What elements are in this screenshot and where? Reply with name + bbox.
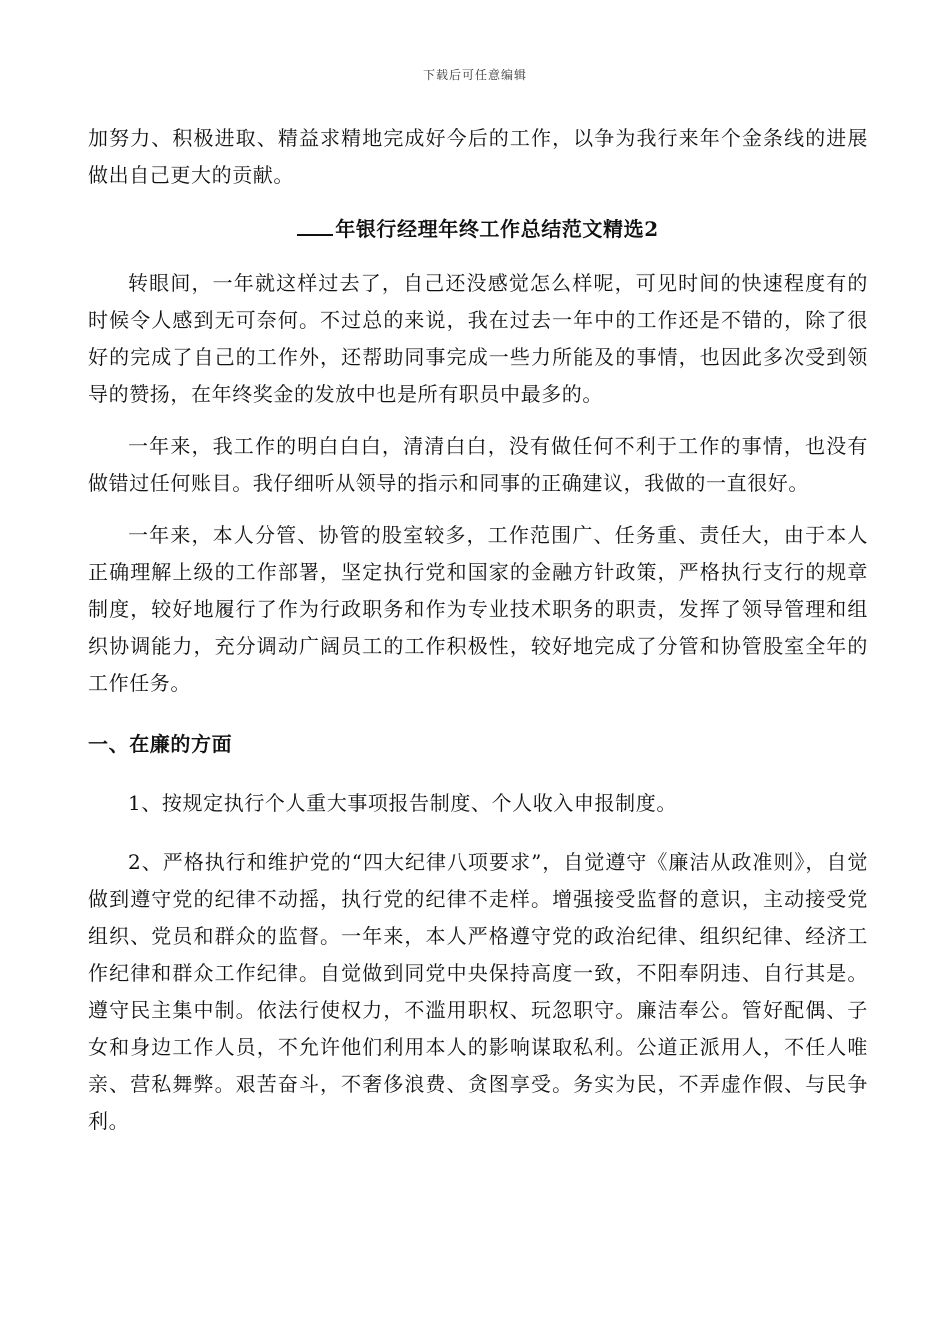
document-heading-text: 年银行经理年终工作总结范文精选2 [335,217,659,241]
body-paragraph-3: 一年来，本人分管、协管的股室较多，工作范围广、任务重、责任大，由于本人正确理解上级的工作部署，坚定执行党和国家的金融方针政策，严格执行支行的规章制度，较好地履行了作为行政职务和作为专业技术职务的职责，发挥了领导管理和组织协调能力，充分调动广阔员工的工作积极性，较好地完成了分管和协管股室全年的工作任务。 [88,523,868,695]
intro-paragraph: 加努力、积极进取、精益求精地完成好今后的工作，以争为我行来年个金条线的进展做出自己更大的贡献。 [88,126,868,187]
year-blank-line [297,216,333,236]
page-header: 下载后可任意编辑 [422,68,527,82]
document-heading [88,211,868,248]
section-title: 一、在廉的方面 [88,732,233,756]
list-item-2: 2、严格执行和维护党的“四大纪律八项要求”，自觉遵守《廉洁从政准则》，自觉做到遵守党的纪律不动摇，执行党的纪律不走样。增强接受监督的意识，主动接受党组织、党员和群众的监督。一年来，本人严格遵守党的政治纪律、组织纪律、经济工作纪律和群众工作纪律。自觉做到同党中央保持高度一致，不阳奉阴违、自行其是。遵守民主集中制。依法行使权力，不滥用职权、玩忽职守。廉洁奉公。管好配偶、子女和身边工作人员，不允许他们利用本人的影响谋取私利。公道正派用人，不任人唯亲、营私舞弊。艰苦奋斗，不奢侈浪费、贪图享受。务实为民，不弄虚作假、与民争利。 [88,850,868,1133]
body-paragraph-1: 转眼间，一年就这样过去了，自己还没感觉怎么样呢，可见时间的快速程度有的时候令人感到无可奈何。不过总的来说，我在过去一年中的工作还是不错的，除了很好的完成了自己的工作外，还帮助同事完成一些力所能及的事情，也因此多次受到领导的赞扬，在年终奖金的发放中也是所有职员中最多的。 [88,271,868,406]
document-body [88,120,868,1140]
body-paragraph-2: 一年来，我工作的明白白白，清清白白，没有做任何不利于工作的事情，也没有做错过任何账目。我仔细听从领导的指示和同事的正确建议，我做的一直很好。 [88,434,868,495]
list-item-1: 1、按规定执行个人重大事项报告制度、个人收入申报制度。 [128,791,677,815]
